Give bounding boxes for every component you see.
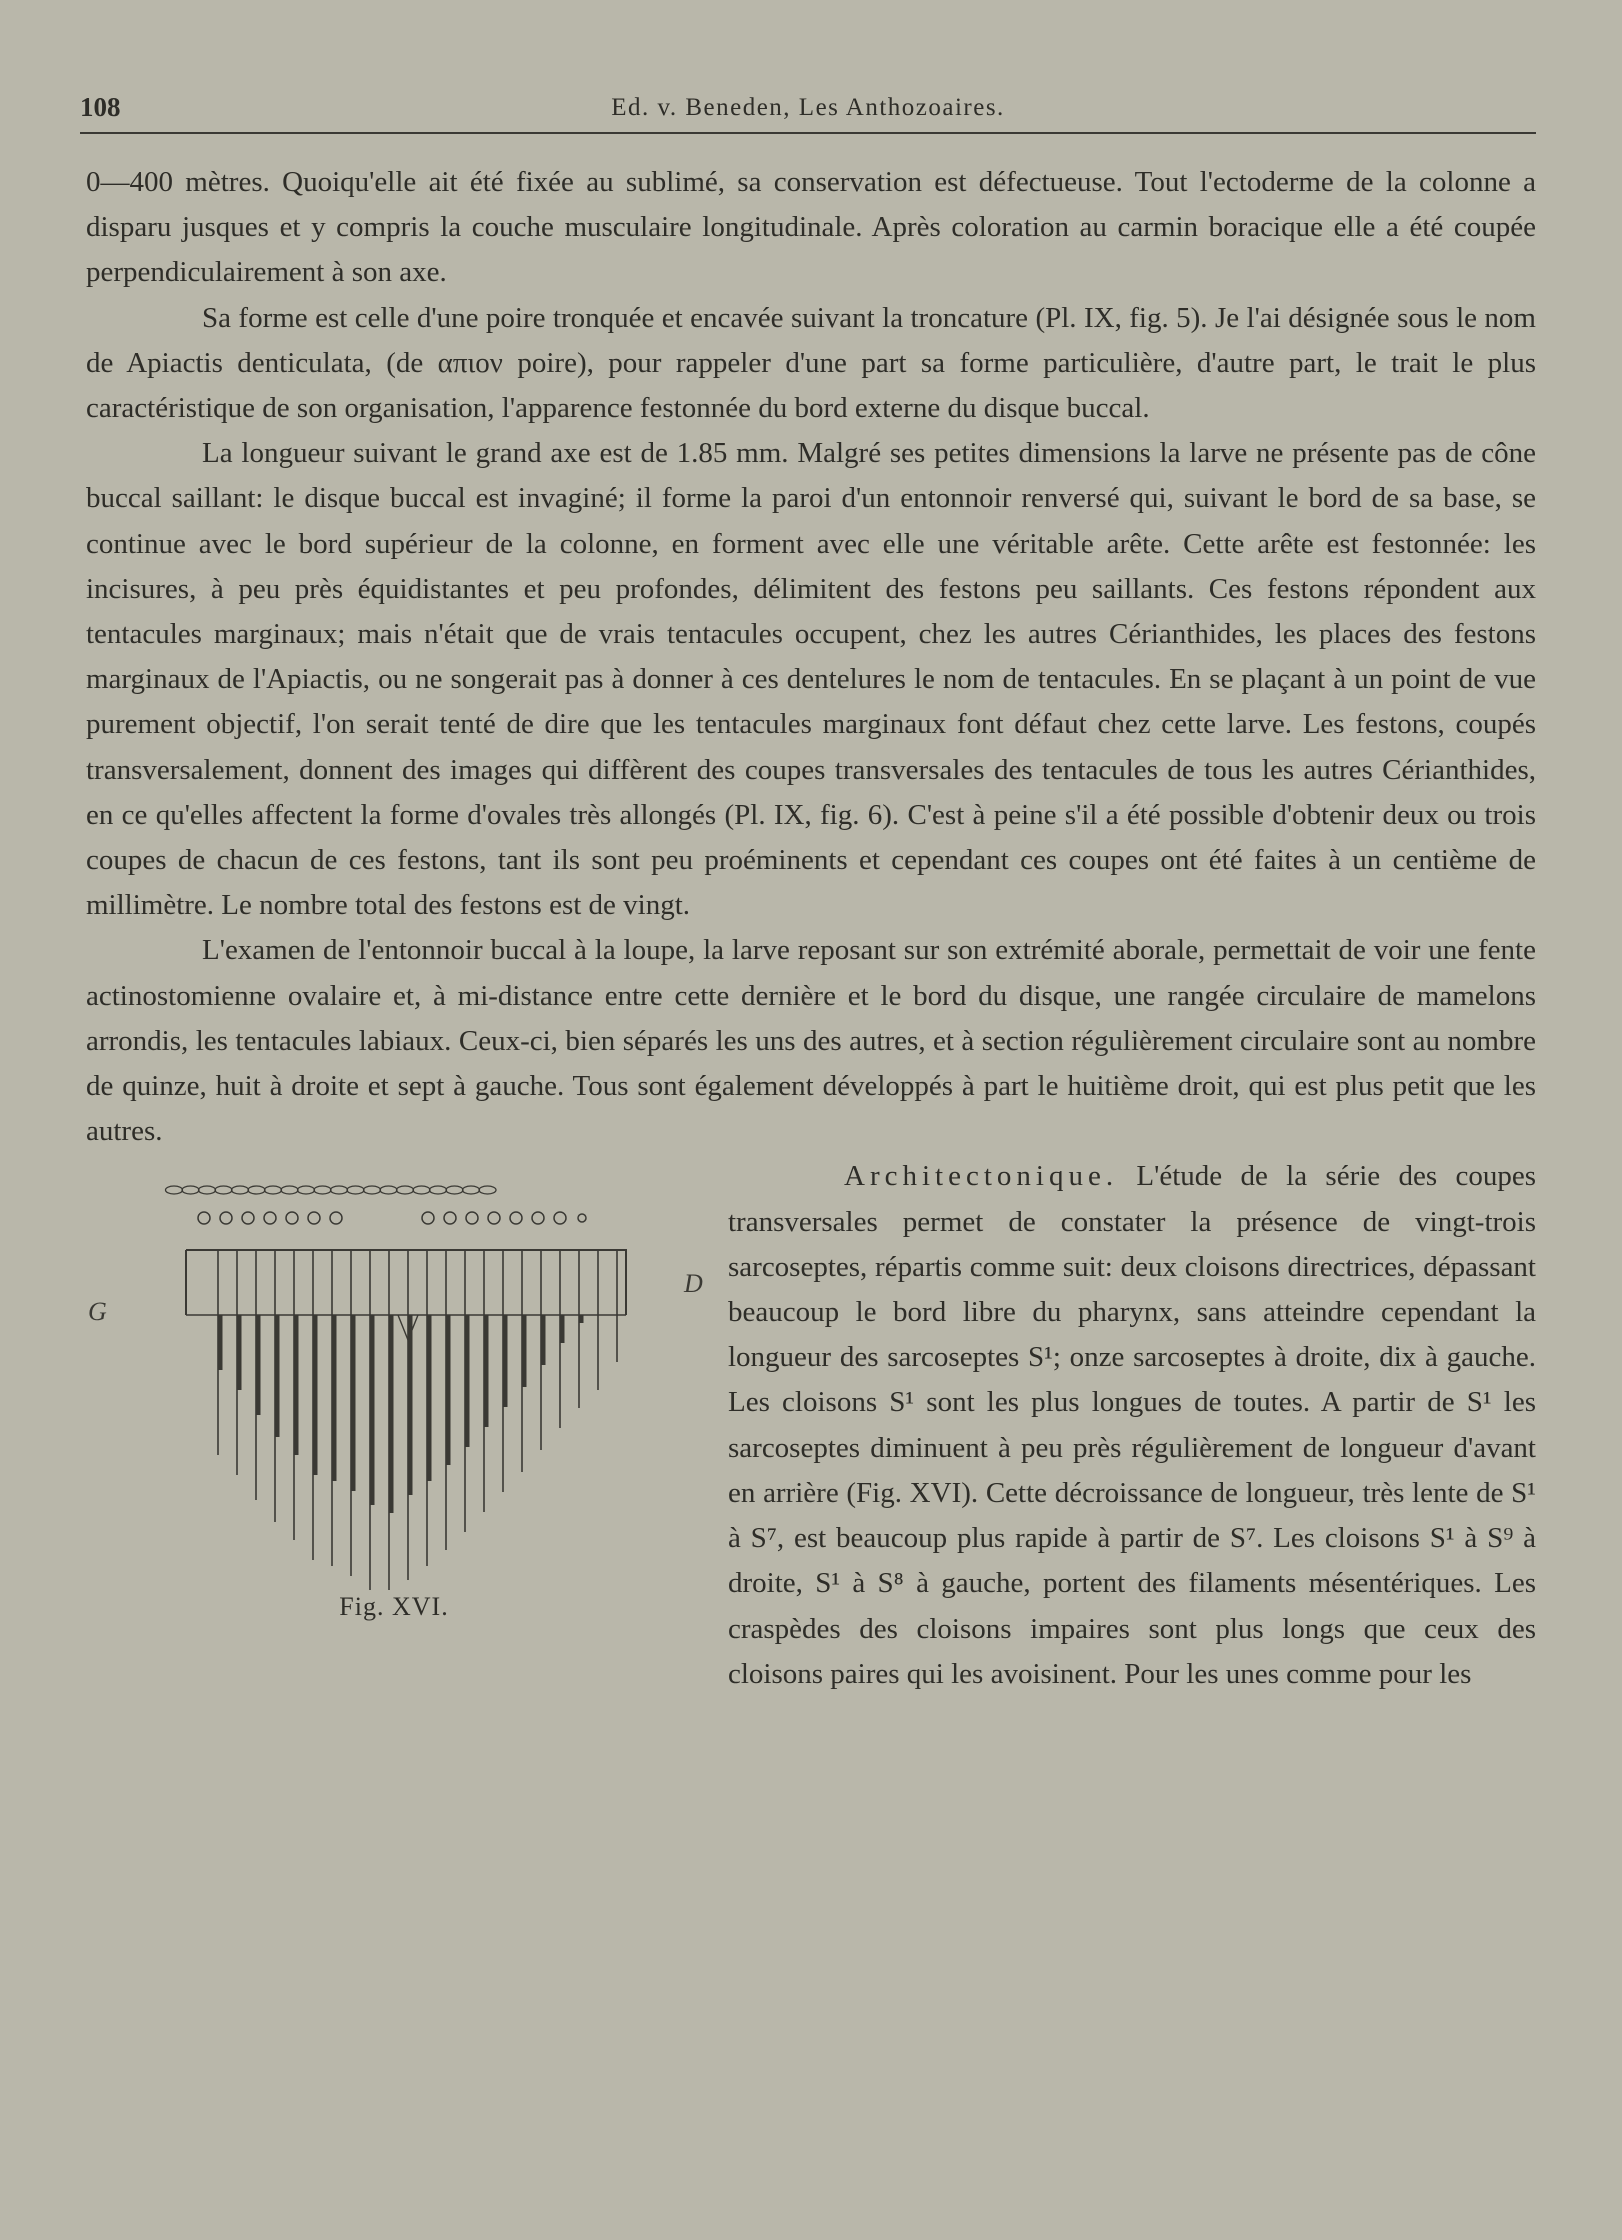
figure-caption: Fig. XVI. (339, 1592, 449, 1622)
tentacle-right (510, 1212, 522, 1224)
paragraph-1: 0—400 mètres. Quoiqu'elle ait été fixée au sublimé, sa conservation est défectueuse. Tout l'ectoderme de la colonne a disparu jusques et y compris la couche musculaire longitudinale. Après coloration au carmin boracique elle a été coupée perpendiculairement à son axe. (86, 166, 1536, 289)
label-gauche: G (88, 1297, 107, 1327)
festoon-ellipse (413, 1186, 430, 1194)
tentacle-right (444, 1212, 456, 1224)
festoon-ellipse (298, 1186, 315, 1194)
septa-diagram (86, 1170, 716, 1590)
festoon-ellipse (331, 1186, 348, 1194)
festoon-ellipse (166, 1186, 183, 1194)
tentacle-left (264, 1212, 276, 1224)
festoon-ellipse (281, 1186, 298, 1194)
architecture-text: L'étude de la série des coupes transversales permet de constater la présence de vingt-trois sarcoseptes, répartis comme suit: deux cloisons directrices, dépassant beaucoup le bord libre du pharynx, sans atteindre cependant la longueur des sarcoseptes S¹; onze sarcoseptes à droite, dix à gauche. Les cloisons S¹ sont les plus longues de toutes. A partir de S¹ les sarcoseptes diminuent à peu près régulièrement de longueur d'avant en arrière (Fig. XVI). Cette décroissance de longueur, très lente de S¹ à S⁷, est beaucoup plus rapide à partir de S⁷. Les cloisons S¹ à S⁹ à droite, S¹ à S⁸ à gauche, portent des filaments mésentériques. Les craspèdes des cloisons impaires sont plus longs que ceux des cloisons paires qui les avoisinent. Pour les unes comme pour les (728, 1160, 1536, 1690)
festoon-ellipse (364, 1186, 381, 1194)
paragraph-4: L'examen de l'entonnoir buccal à la loupe, la larve reposant sur son extrémité aborale, permettait de voir une fente actinostomienne ovalaire et, à mi-distance entre cette dernière et le bord du disque, une rangée circulaire de mamelons arrondis, les tentacules labiaux. Ceux-ci, bien séparés les uns des autres, et à section régulièrement circulaire sont au nombre de quinze, huit à droite et sept à gauche. Tous sont également développés à part le huitième droit, qui est plus petit que les autres. (86, 934, 1536, 1148)
tentacle-right (532, 1212, 544, 1224)
paragraph-2: Sa forme est celle d'une poire tronquée et encavée suivant la troncature (Pl. IX, fig. 5). Je l'ai désignée sous le nom de Apiactis denticulata, (de απιον poire), pour rappeler d'une part sa forme particulière, d'autre part, le trait le plus caractéristique de son organisation, l'apparence festonnée du bord externe du disque buccal. (86, 301, 1536, 425)
tentacle-right (578, 1214, 586, 1222)
festoon-ellipse (265, 1186, 282, 1194)
architecture-heading: Architectonique. (844, 1160, 1119, 1193)
festoon-ellipse (182, 1186, 199, 1194)
body-text (86, 160, 1536, 1697)
tentacle-left (198, 1212, 210, 1224)
tentacle-right (488, 1212, 500, 1224)
tentacle-left (308, 1212, 320, 1224)
running-head: Ed. v. Beneden, Les Anthozoaires. (611, 94, 1005, 121)
festoon-ellipse (397, 1186, 414, 1194)
tentacle-right (554, 1212, 566, 1224)
paragraph-3: La longueur suivant le grand axe est de 1.85 mm. Malgré ses petites dimensions la larve ne présente pas de cône buccal saillant: le disque buccal est invaginé; il forme la paroi d'un entonnoir renversé qui, suivant le bord de sa base, se continue avec le bord supérieur de la colonne, en forment avec elle une véritable arête. Cette arête est festonnée: les incisures, à peu près équidistantes et peu profondes, délimitent des festons peu saillants. Ces festons répondent aux tentacules marginaux; mais n'était que de vrais tentacules occupent, chez les autres Cérianthides, les places des festons marginaux de l'Apiactis, ou ne songerait pas à donner à ces dentelures le nom de tentacules. En se plaçant à un point de vue purement objectif, l'on serait tenté de dire que les tentacules marginaux font défaut chez cette larve. Les festons, coupés transversalement, donnent des images qui diffèrent des coupes transversales des tentacules de tous les autres Cérianthides, en ce qu'elles affectent la forme d'ovales très allongés (Pl. IX, fig. 6). C'est à peine s'il a été possible d'obtenir deux ou trois coupes de chacun de ces festons, tant ils sont peu proéminents et cependant ces coupes ont été faites à un centième de millimètre. Le nombre total des festons est de vingt. (86, 437, 1536, 922)
festoon-ellipse (479, 1186, 496, 1194)
figure-xvi (86, 1154, 716, 1660)
label-droite: D (684, 1269, 703, 1299)
page-header (80, 92, 1536, 134)
festoon-ellipse (380, 1186, 397, 1194)
tentacle-right (466, 1212, 478, 1224)
festoon-ellipse (248, 1186, 265, 1194)
festoon-ellipse (446, 1186, 463, 1194)
festoon-ellipse (430, 1186, 447, 1194)
festoon-ellipse (215, 1186, 232, 1194)
tentacle-right (422, 1212, 434, 1224)
festoon-ellipse (314, 1186, 331, 1194)
festoon-ellipse (199, 1186, 216, 1194)
festoon-ellipse (232, 1186, 249, 1194)
tentacle-left (286, 1212, 298, 1224)
festoon-ellipse (347, 1186, 364, 1194)
festoon-ellipse (463, 1186, 480, 1194)
page-number: 108 (80, 92, 121, 122)
tentacle-left (220, 1212, 232, 1224)
tentacle-left (242, 1212, 254, 1224)
tentacle-left (330, 1212, 342, 1224)
architecture-paragraph (86, 1154, 1536, 1696)
